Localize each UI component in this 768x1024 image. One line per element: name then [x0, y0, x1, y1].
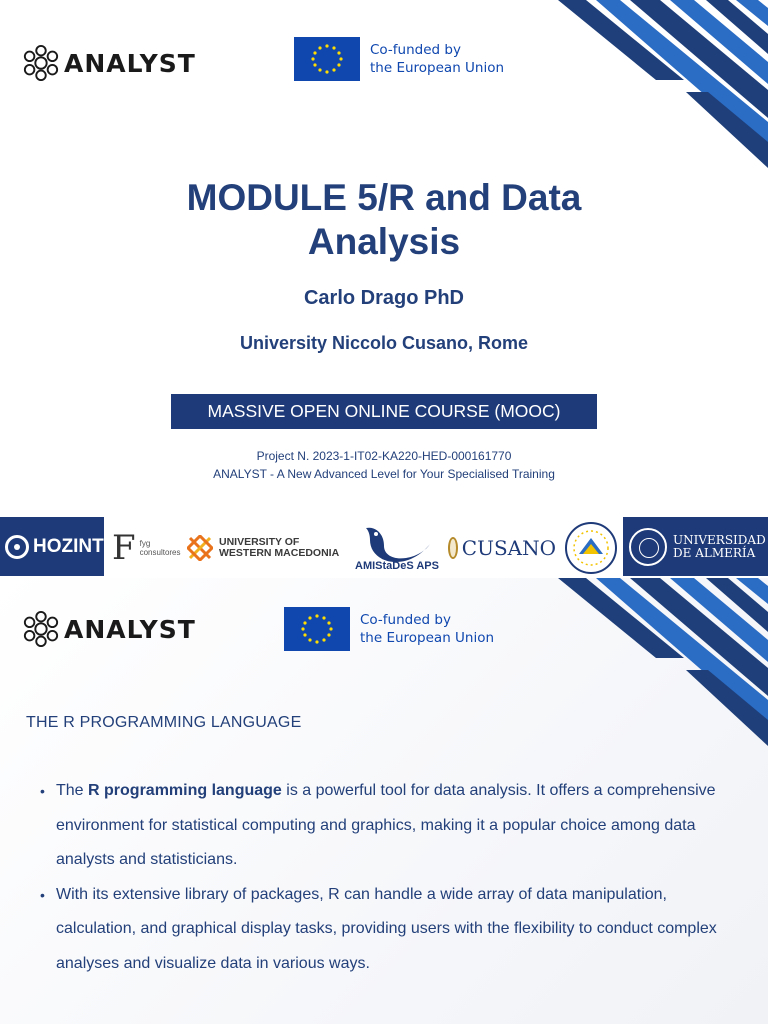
uowm-line2: WESTERN MACEDONIA — [219, 546, 340, 559]
content-slide — [0, 578, 768, 1024]
fyg-f-mark-icon: F — [112, 527, 136, 568]
fyg-consultores-logo — [112, 517, 184, 578]
cusano-seal-icon — [448, 537, 458, 559]
project-info — [0, 447, 768, 483]
hozint-logo-text: HOZINT — [33, 535, 104, 557]
section-title: THE R PROGRAMMING LANGUAGE — [26, 714, 302, 731]
fyg-line2: consultores — [139, 547, 181, 557]
eagle-emblem-icon — [362, 524, 432, 564]
analyst-logo — [22, 44, 196, 82]
network-hexagon-icon — [22, 44, 60, 82]
uowm-logo — [187, 517, 347, 578]
ualm-line2: DE ALMERÍA — [673, 545, 756, 560]
eu-flag-icon — [284, 607, 350, 651]
knot-emblem-icon — [187, 535, 213, 561]
ualm-line1: UNIVERSIDAD — [673, 532, 766, 547]
eiled-logo — [560, 517, 622, 578]
corner-stripes-decoration — [558, 0, 768, 170]
ualm-logo-text — [673, 534, 766, 560]
bullet1-text: is a powerful tool for data analysis. It offers a comprehensive environment for statistical computing and graphics, making it a popular choice among data analysts and statisticians. — [56, 782, 716, 868]
eu-text-line2: the European Union — [370, 60, 505, 76]
course-badge: MASSIVE OPEN ONLINE COURSE (MOOC) — [171, 394, 597, 429]
project-name: ANALYST - A New Advanced Level for Your Specialised Training — [213, 467, 555, 481]
bullet2-text: With its extensive library of packages, R can handle a wide array of data manipulation, calculation, and graphical display tasks, providing users with the flexibility to conduct complex analyses and visualize data in various ways. — [56, 885, 717, 972]
module-title-line2: Analysis — [307, 221, 461, 262]
bullet-item — [38, 878, 748, 982]
circular-seal-icon — [563, 520, 619, 576]
eu-cofunded-logo — [284, 607, 494, 651]
bullet-list — [38, 774, 748, 981]
eu-cofunded-text — [370, 41, 504, 77]
bullet1-prefix: The — [56, 782, 89, 799]
network-hexagon-icon — [22, 610, 60, 648]
eu-text-line1: Co-funded by — [360, 612, 451, 628]
author-affiliation: University Niccolo Cusano, Rome — [239, 333, 529, 353]
module-title-line1: MODULE 5/R and Data — [186, 177, 582, 218]
location-pin-icon — [5, 535, 29, 559]
eu-flag-icon — [294, 37, 360, 81]
project-number: Project N. 2023-1-IT02-KA220-HED-000161770 — [256, 449, 512, 463]
analyst-logo-text: ANALYST — [64, 48, 196, 78]
universidad-almeria-logo — [623, 517, 768, 576]
hozint-logo — [0, 517, 104, 576]
fyg-logo-text — [140, 539, 181, 557]
eu-text-line2: the European Union — [360, 630, 495, 646]
cusano-logo — [448, 517, 556, 578]
author-name: Carlo Drago PhD — [303, 287, 465, 309]
amistades-logo-text: AMIStaDeS APS — [355, 559, 439, 572]
analyst-logo — [22, 610, 196, 648]
bullet1-bold-term: R programming language — [88, 782, 282, 799]
ualm-seal-icon — [629, 528, 667, 566]
bullet-item — [38, 774, 748, 878]
cusano-logo-text: CUSANO — [461, 535, 556, 560]
uowm-line1: UNIVERSITY OF — [219, 535, 300, 548]
fyg-line1: fyg — [139, 538, 151, 548]
amistades-logo — [348, 517, 446, 578]
analyst-logo-text: ANALYST — [64, 614, 196, 644]
corner-stripes-decoration — [558, 578, 768, 748]
partner-logos-strip — [0, 517, 768, 578]
eu-cofunded-text — [360, 611, 494, 647]
uowm-logo-text — [219, 537, 339, 559]
eu-text-line1: Co-funded by — [370, 42, 461, 58]
eu-cofunded-logo — [294, 37, 504, 81]
module-title — [0, 176, 768, 264]
